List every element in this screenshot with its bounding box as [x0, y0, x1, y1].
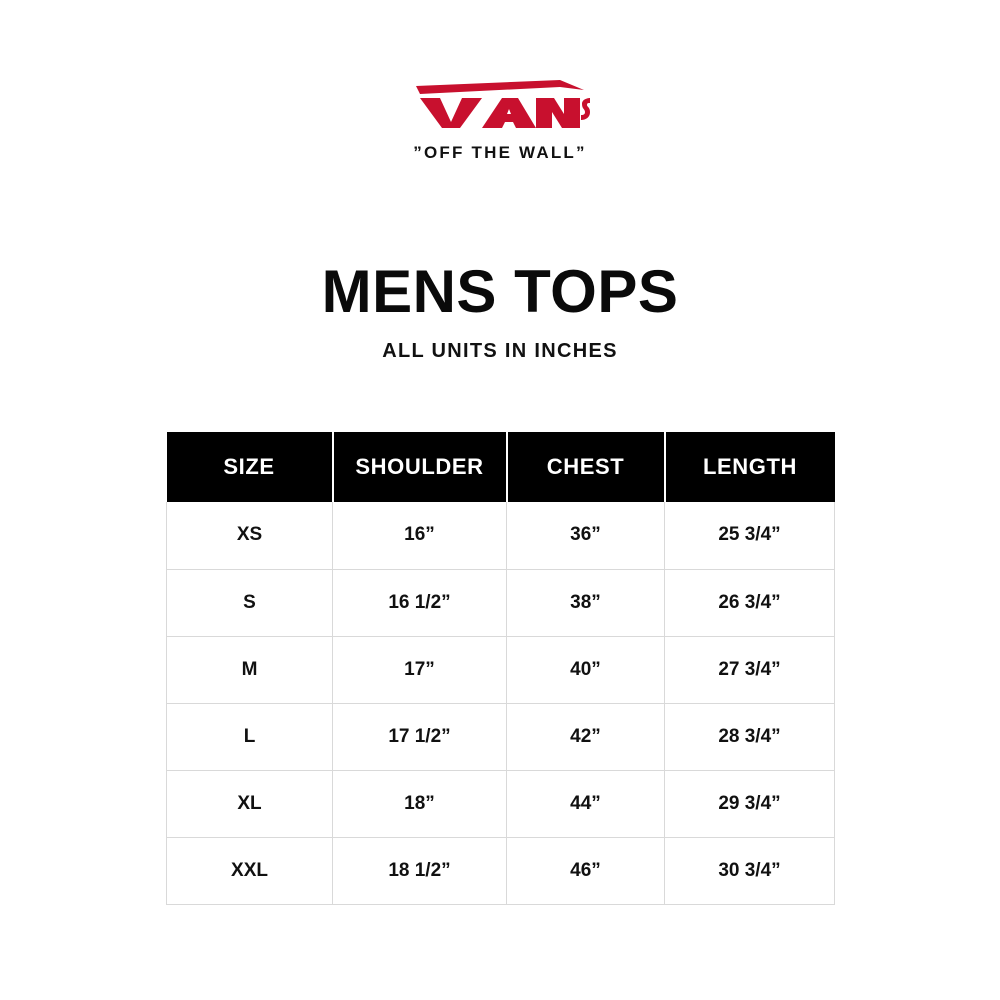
cell-shoulder: 17 1/2”: [333, 703, 507, 770]
cell-shoulder: 16”: [333, 502, 507, 569]
brand-header: [0, 78, 1000, 163]
cell-shoulder: 17”: [333, 636, 507, 703]
cell-shoulder: 18 1/2”: [333, 837, 507, 904]
table-row: [167, 703, 835, 770]
cell-chest: 46”: [507, 837, 665, 904]
column-header-shoulder: SHOULDER: [333, 432, 507, 502]
cell-length: 28 3/4”: [665, 703, 835, 770]
table-header-row: [167, 432, 835, 502]
cell-chest: 42”: [507, 703, 665, 770]
table-body: [167, 502, 835, 904]
size-table: [166, 432, 835, 905]
cell-chest: 36”: [507, 502, 665, 569]
cell-chest: 38”: [507, 569, 665, 636]
vans-wordmark-logo: [410, 78, 590, 130]
cell-size: M: [167, 636, 333, 703]
cell-size: XXL: [167, 837, 333, 904]
cell-chest: 40”: [507, 636, 665, 703]
cell-length: 26 3/4”: [665, 569, 835, 636]
cell-size: L: [167, 703, 333, 770]
table-row: [167, 569, 835, 636]
column-header-length: LENGTH: [665, 432, 835, 502]
brand-tagline: ”OFF THE WALL”: [413, 143, 587, 162]
size-table-wrapper: [166, 432, 834, 905]
cell-shoulder: 16 1/2”: [333, 569, 507, 636]
column-header-size: SIZE: [167, 432, 333, 502]
title-block: [0, 258, 1000, 363]
cell-size: XS: [167, 502, 333, 569]
page-subtitle: ALL UNITS IN INCHES: [382, 340, 618, 362]
cell-length: 29 3/4”: [665, 770, 835, 837]
page-title: MENS TOPS: [321, 258, 679, 325]
table-row: [167, 502, 835, 569]
table-row: [167, 770, 835, 837]
cell-length: 25 3/4”: [665, 502, 835, 569]
table-row: [167, 636, 835, 703]
table-row: [167, 837, 835, 904]
cell-length: 30 3/4”: [665, 837, 835, 904]
cell-size: S: [167, 569, 333, 636]
cell-chest: 44”: [507, 770, 665, 837]
cell-size: XL: [167, 770, 333, 837]
cell-length: 27 3/4”: [665, 636, 835, 703]
cell-shoulder: 18”: [333, 770, 507, 837]
column-header-chest: CHEST: [507, 432, 665, 502]
table-header: [167, 432, 835, 502]
